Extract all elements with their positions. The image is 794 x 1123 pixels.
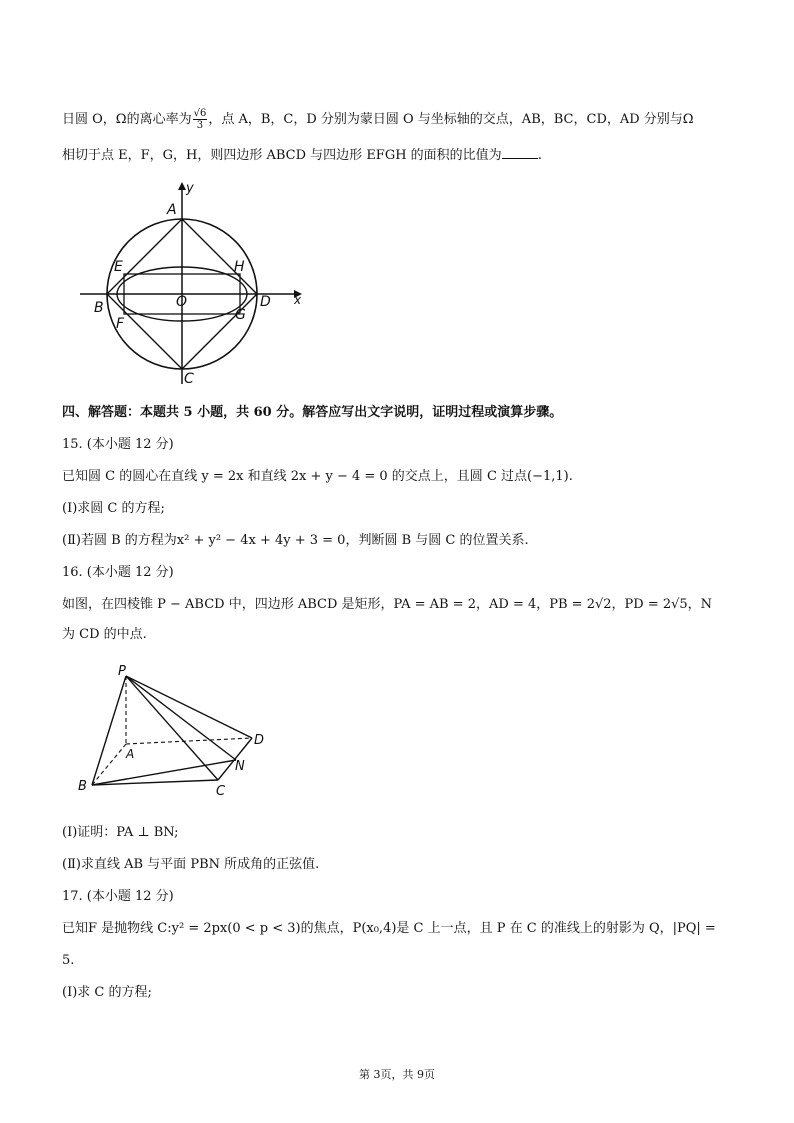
q16-title: 16. (本小题 12 分): [62, 565, 174, 580]
figure-pyramid: [70, 662, 280, 802]
answer-blank: [502, 146, 538, 159]
q16-part2: (Ⅱ)求直线 AB 与平面 PBN 所成角的正弦值.: [62, 857, 320, 872]
label-E: E: [114, 259, 123, 275]
fraction-numerator: √6: [193, 108, 207, 119]
figure-monge-circle: [72, 178, 312, 390]
q16-stem-line2: 为 CD 的中点.: [62, 627, 147, 642]
q15-part2: (Ⅱ)若圆 B 的方程为x² + y² − 4x + 4y + 3 = 0，判断圆 B 与圆 C 的位置关系.: [62, 533, 529, 548]
edge-pb: [92, 676, 126, 785]
label-N: N: [235, 759, 245, 774]
q15-part1: (Ⅰ)求圆 C 的方程;: [62, 501, 165, 516]
q17-title: 17. (本小题 12 分): [62, 889, 174, 904]
q14-text-3: 相切于点 E，F，G，H，则四边形 ABCD 与四边形 EFGH 的面积的比值为: [62, 148, 502, 163]
edge-pn: [126, 676, 236, 760]
edge-bc: [92, 780, 218, 785]
label-A: A: [167, 202, 177, 218]
page-footer: 第 3页，共 9页: [359, 1068, 435, 1081]
label-F: F: [116, 316, 125, 332]
edge-ad-hidden: [126, 738, 252, 744]
q15-title: 15. (本小题 12 分): [62, 437, 174, 452]
label-D: D: [260, 294, 271, 310]
q17-stem-line1: 已知F 是抛物线 C:y² = 2px(0 < p < 3)的焦点，P(x₀,4)是 C 上一点，且 P 在 C 的准线上的射影为 Q，|PQ| =: [62, 921, 716, 936]
q14-stem-line1: [62, 108, 694, 131]
q17-part1: (Ⅰ)求 C 的方程;: [62, 985, 152, 1000]
q16-stem-line1: 如图，在四棱锥 P − ABCD 中，四边形 ABCD 是矩形，PA = AB = 2，AD = 4，PB = 2√2，PD = 2√5，N: [62, 597, 713, 612]
label-H: H: [234, 259, 245, 275]
q14-stem-line2: [62, 146, 542, 165]
label-P: P: [118, 664, 126, 679]
eccentricity-fraction: [193, 108, 208, 131]
edge-bn: [92, 760, 236, 785]
label-B2: B: [78, 779, 87, 794]
q14-text-2: ，点 A，B，C，D 分别为蒙日圆 O 与坐标轴的交点，AB，BC，CD，AD 分别与Ω: [208, 112, 694, 127]
edge-pd: [126, 676, 252, 738]
label-C: C: [184, 371, 194, 387]
q15-stem: 已知圆 C 的圆心在直线 y = 2x 和直线 2x + y − 4 = 0 的交点上，且圆 C 过点(−1,1).: [62, 469, 573, 484]
y-axis-arrow: [178, 182, 186, 190]
edge-pc: [126, 676, 218, 780]
fraction-denominator: 3: [196, 120, 204, 131]
label-G: G: [235, 307, 246, 323]
q14-text-1: 日圆 O，Ω的离心率为: [62, 112, 192, 127]
q17-stem-line2: 5.: [62, 953, 75, 968]
label-A2: A: [126, 747, 135, 761]
q16-part1: (Ⅰ)证明：PA ⊥ BN;: [62, 825, 179, 840]
label-C2: C: [216, 784, 226, 799]
label-y: y: [186, 181, 194, 196]
label-D2: D: [254, 733, 265, 748]
label-O: O: [176, 294, 188, 310]
edge-ab-hidden: [92, 744, 126, 785]
label-x: x: [294, 293, 302, 307]
label-B: B: [94, 300, 104, 316]
q14-text-end: .: [537, 148, 542, 163]
section-heading: 四、解答题：本题共 5 小题，共 60 分。解答应写出文字说明，证明过程或演算步骤。: [62, 405, 563, 420]
